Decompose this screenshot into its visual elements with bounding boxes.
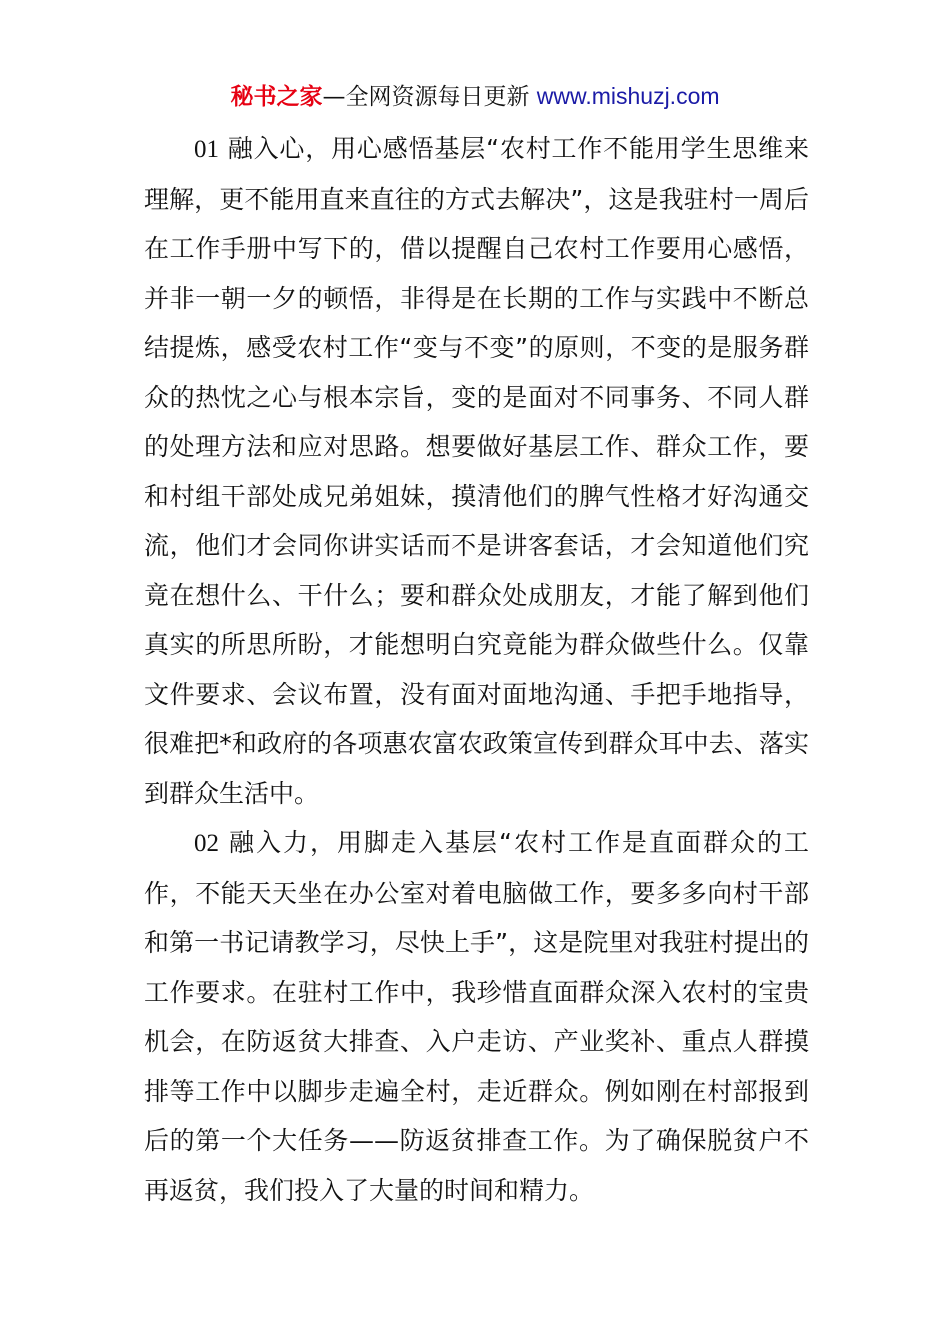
site-url-link[interactable]: www.mishuzj.com: [536, 83, 720, 109]
paragraph-text: 融入力，用脚走入基层“农村工作是直面群众的工作，不能天天坐在办公室对着电脑做工作，要多多向村干部和第一书记请教学习，尽快上手”，这是院里对我驻村提出的工作要求。在驻村工作中，我珍惜直面群众深入农村的宝贵机会，在防返贫大排查、入户走访、产业奖补、重点人群摸排等工作中以脚步走遍全村，走近群众。例如刚在村部报到后的第一个大任务——防返贫排查工作。为了确保脱贫户不再返贫，我们投入了大量的时间和精力。: [144, 828, 809, 1205]
paragraph-number: 02: [194, 830, 219, 857]
paragraph-01: [144, 124, 809, 818]
paragraph-text: 融入心，用心感悟基层“农村工作不能用学生思维来理解，更不能用直来直往的方式去解决”，这是我驻村一周后在工作手册中写下的，借以提醒自己农村工作要用心感悟，并非一朝一夕的顿悟，非得是在长期的工作与实践中不断总结提炼，感受农村工作“变与不变”的原则，不变的是服务群众的热忱之心与根本宗旨，变的是面对不同事务、不同人群的处理方法和应对思路。想要做好基层工作、群众工作，要和村组干部处成兄弟姐妹，摸清他们的脾气性格才好沟通交流，他们才会同你讲实话而不是讲客套话，才会知道他们究竟在想什么、干什么；要和群众处成朋友，才能了解到他们真实的所思所盼，才能想明白究竟能为群众做些什么。仅靠文件要求、会议布置，没有面对面地沟通、手把手地指导，很难把*和政府的各项惠农富农政策宣传到群众耳中去、落实到群众生活中。: [144, 134, 809, 808]
paragraph-number: 01: [194, 136, 219, 163]
brand-name: 秘书之家: [230, 84, 323, 110]
document-body: [144, 124, 809, 1215]
paragraph-02: [144, 818, 809, 1215]
header-tagline: —全网资源每日更新: [322, 84, 537, 110]
page-header: [0, 80, 950, 113]
